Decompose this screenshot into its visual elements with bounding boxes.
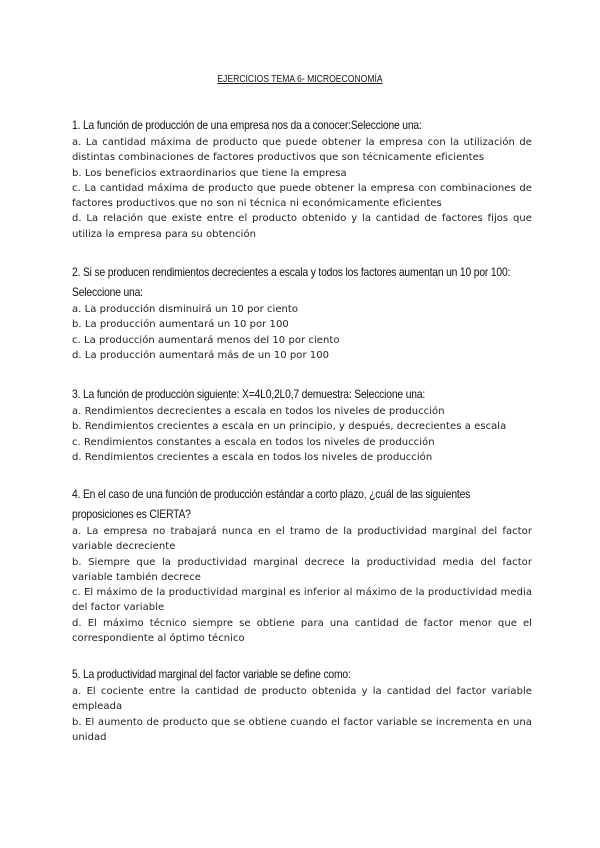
question-title: 4. En el caso de una función de producción estándar a corto plazo, ¿cuál de las siguientes proposiciones es CIERTA?	[72, 487, 471, 521]
option-a: a. La cantidad máxima de producto que puede obtener la empresa con la utilización de distintas combinaciones de factores productivos que son técnicamente eficientes	[72, 137, 532, 164]
question-title: 2. Si se producen rendimientos decrecientes a escala y todos los factores aumentan un 10 por 100: Seleccione una:	[72, 265, 511, 299]
option-d: d. El máximo técnico siempre se obtiene para una cantidad de factor menor que el correspondiente al óptimo técnico	[72, 617, 532, 645]
option-a: a. La empresa no trabajará nunca en el tramo de la productividad marginal del factor variable decreciente	[72, 526, 532, 553]
document-title: EJERCICIOS TEMA 6- MICROECONOMÍA	[217, 73, 383, 85]
question-title: 3. La función de producción siguiente: X=4L0,2L0,7 demuestra: Seleccione una:	[72, 387, 426, 401]
question-title: 5. La productividad marginal del factor variable se define como:	[72, 667, 351, 681]
question-5	[72, 664, 532, 745]
question-title: 1. La función de producción de una empresa nos da a conocer:Seleccione una:	[72, 118, 422, 132]
option-d: d. La relación que existe entre el producto obtenido y la cantidad de factores fijos que utiliza la empresa para su obtención	[72, 213, 532, 240]
option-b: b. Siempre que la productividad marginal decrece la productividad media del factor variable también decrece	[72, 556, 532, 583]
option-b: b. Rendimientos crecientes a escala en un principio, y después, decrecientes a escala	[72, 421, 507, 433]
option-b: b. El aumento de producto que se obtiene cuando el factor variable se incrementa en una unidad	[72, 716, 532, 743]
question-1	[72, 115, 532, 242]
question-4	[72, 484, 532, 646]
option-d: d. Rendimientos crecientes a escala en todos los niveles de producción	[72, 451, 433, 463]
option-d: d. La producción aumentará más de un 10 por 100	[72, 349, 330, 361]
option-c: c. La cantidad máxima de producto que puede obtener la empresa con combinaciones de factores productivos que no son ni técnica ni económicamente eficientes	[72, 182, 532, 210]
option-c: c. El máximo de la productividad marginal es inferior al máximo de la productividad media del factor variable	[72, 587, 532, 614]
question-3	[72, 384, 532, 465]
option-a: a. La producción disminuirá un 10 por ciento	[72, 304, 299, 315]
option-b: b. Los beneficios extraordinarios que tiene la empresa	[72, 167, 347, 179]
option-a: a. Rendimientos decrecientes a escala en todos los niveles de producción	[72, 406, 445, 417]
option-c: c. La producción aumentará menos del 10 por ciento	[72, 334, 340, 346]
option-a: a. El cociente entre la cantidad de producto obtenida y la cantidad del factor variable empleada	[72, 686, 532, 713]
option-b: b. La producción aumentará un 10 por 100	[72, 319, 289, 331]
question-2	[72, 262, 532, 363]
option-c: c. Rendimientos constantes a escala en todos los niveles de producción	[72, 436, 435, 448]
